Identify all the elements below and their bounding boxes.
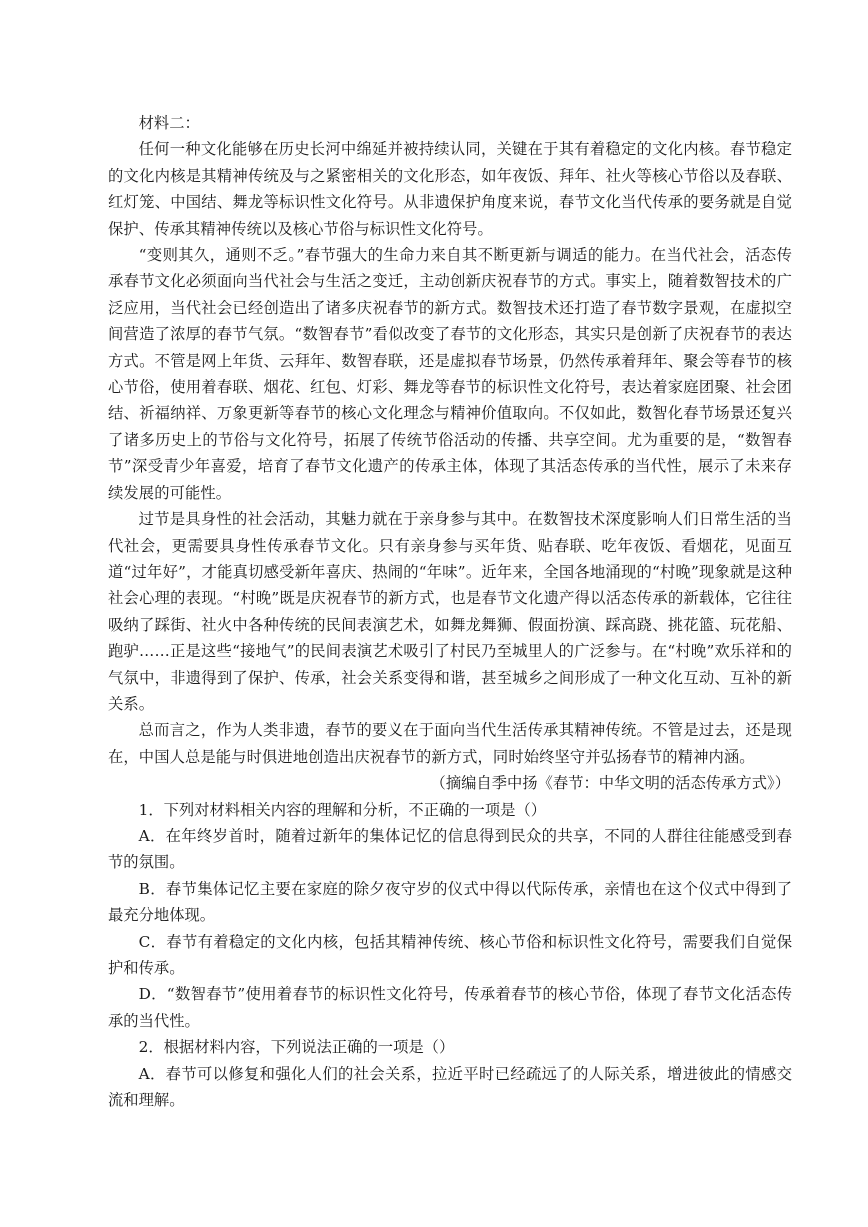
material-paragraph-4: 总而言之，作为人类非遗，春节的要义在于面向当代生活传承其精神传统。不管是过去，还是现在，中国人总是能与时俱进地创造出庆祝春节的新方式，同时始终坚守并弘扬春节的精神内涵。 <box>108 721 792 766</box>
question-1-option-c: C．春节有着稳定的文化内核，包括其精神传统、核心节俗和标识性文化符号，需要我们自觉保护和传承。 <box>108 932 792 977</box>
material-heading: 材料二： <box>138 114 200 132</box>
material-paragraph-1: 任何一种文化能够在历史长河中绵延并被持续认同，关键在于其有着稳定的文化内核。春节稳定的文化内核是其精神传统及与之紧密相关的文化形态，如年夜饭、拜年、社火等核心节俗以及春联、红灯笼、中国结、舞龙等标识性文化符号。从非遗保护角度来说，春节文化当代传承的要务就是自觉保护、传承其精神传统以及核心节俗与标识性文化符号。 <box>108 140 792 238</box>
question-2-option-a: A．春节可以修复和强化人们的社会关系，拉近平时已经疏远了的人际关系，增进彼此的情感交流和理解。 <box>108 1064 792 1110</box>
question-1-option-d: D．“数智春节”使用着春节的标识性文化符号，传承着春节的核心节俗，体现了春节文化活态传承的当代性。 <box>108 985 792 1030</box>
question-2-stem: 2．根据材料内容，下列说法正确的一项是（） <box>138 1038 455 1057</box>
question-1-option-a: A．在年终岁首时，随着过新年的集体记忆的信息得到民众的共享，不同的人群往往能感受到春节的氛围。 <box>108 826 792 872</box>
document-page <box>108 110 792 1113</box>
question-1-option-b: B．春节集体记忆主要在家庭的除夕夜守岁的仪式中得以代际传承，亲情也在这个仪式中得到了最充分地体现。 <box>108 879 792 925</box>
question-1-stem: 1．下列对材料相关内容的理解和分析，不正确的一项是（） <box>138 800 547 819</box>
material-paragraph-2: “变则其久，通则不乏。”春节强大的生命力来自其不断更新与调适的能力。在当代社会，活态传承春节文化必须面向当代社会与生活之变迁，主动创新庆祝春节的方式。事实上，随着数智技术的广泛应用，当代社会已经创造出了诸多庆祝春节的新方式。数智技术还打造了春节数字景观，在虚拟空间营造了浓厚的春节气氛。“数智春节”看似改变了春节的文化形态，其实只是创新了庆祝春节的表达方式。不管是网上年货、云拜年、数智春联，还是虚拟春节场景，仍然传承着拜年、聚会等春节的核心节俗，使用着春联、烟花、红包、灯彩、舞龙等春节的标识性文化符号，表达着家庭团聚、社会团结、祈福纳祥、万象更新等春节的核心文化理念与精神价值取向。不仅如此，数智化春节场景还复兴了诸多历史上的节俗与文化符号，拓展了传统节俗活动的传播、共享空间。尤为重要的是，“数智春节”深受青少年喜爱，培育了春节文化遗产的传承主体，体现了其活态传承的当代性，展示了未来存续发展的可能性。 <box>108 246 792 502</box>
source-citation: （摘编自季中扬《春节：中华文明的活态传承方式》） <box>430 774 790 793</box>
material-paragraph-3: 过节是具身性的社会活动，其魅力就在于亲身参与其中。在数智技术深度影响人们日常生活的当代社会，更需要具身性传承春节文化。只有亲身参与买年货、贴春联、吃年夜饭、看烟花，见面互道“过年好”，才能真切感受新年喜庆、热闹的“年味”。近年来，全国各地涌现的“村晚”现象就是这种社会心理的表现。“村晚”既是庆祝春节的新方式，也是春节文化遗产得以活态传承的新载体，它往往吸纳了踩街、社火中各种传统的民间表演艺术，如舞龙舞狮、假面扮演、踩高跷、挑花篮、玩花船、跑驴……正是这些“接地气”的民间表演艺术吸引了村民乃至城里人的广泛参与。在“村晚”欢乐祥和的气氛中，非遗得到了保护、传承，社会关系变得和谐，甚至城乡之间形成了一种文化互动、互补的新关系。 <box>108 510 792 713</box>
